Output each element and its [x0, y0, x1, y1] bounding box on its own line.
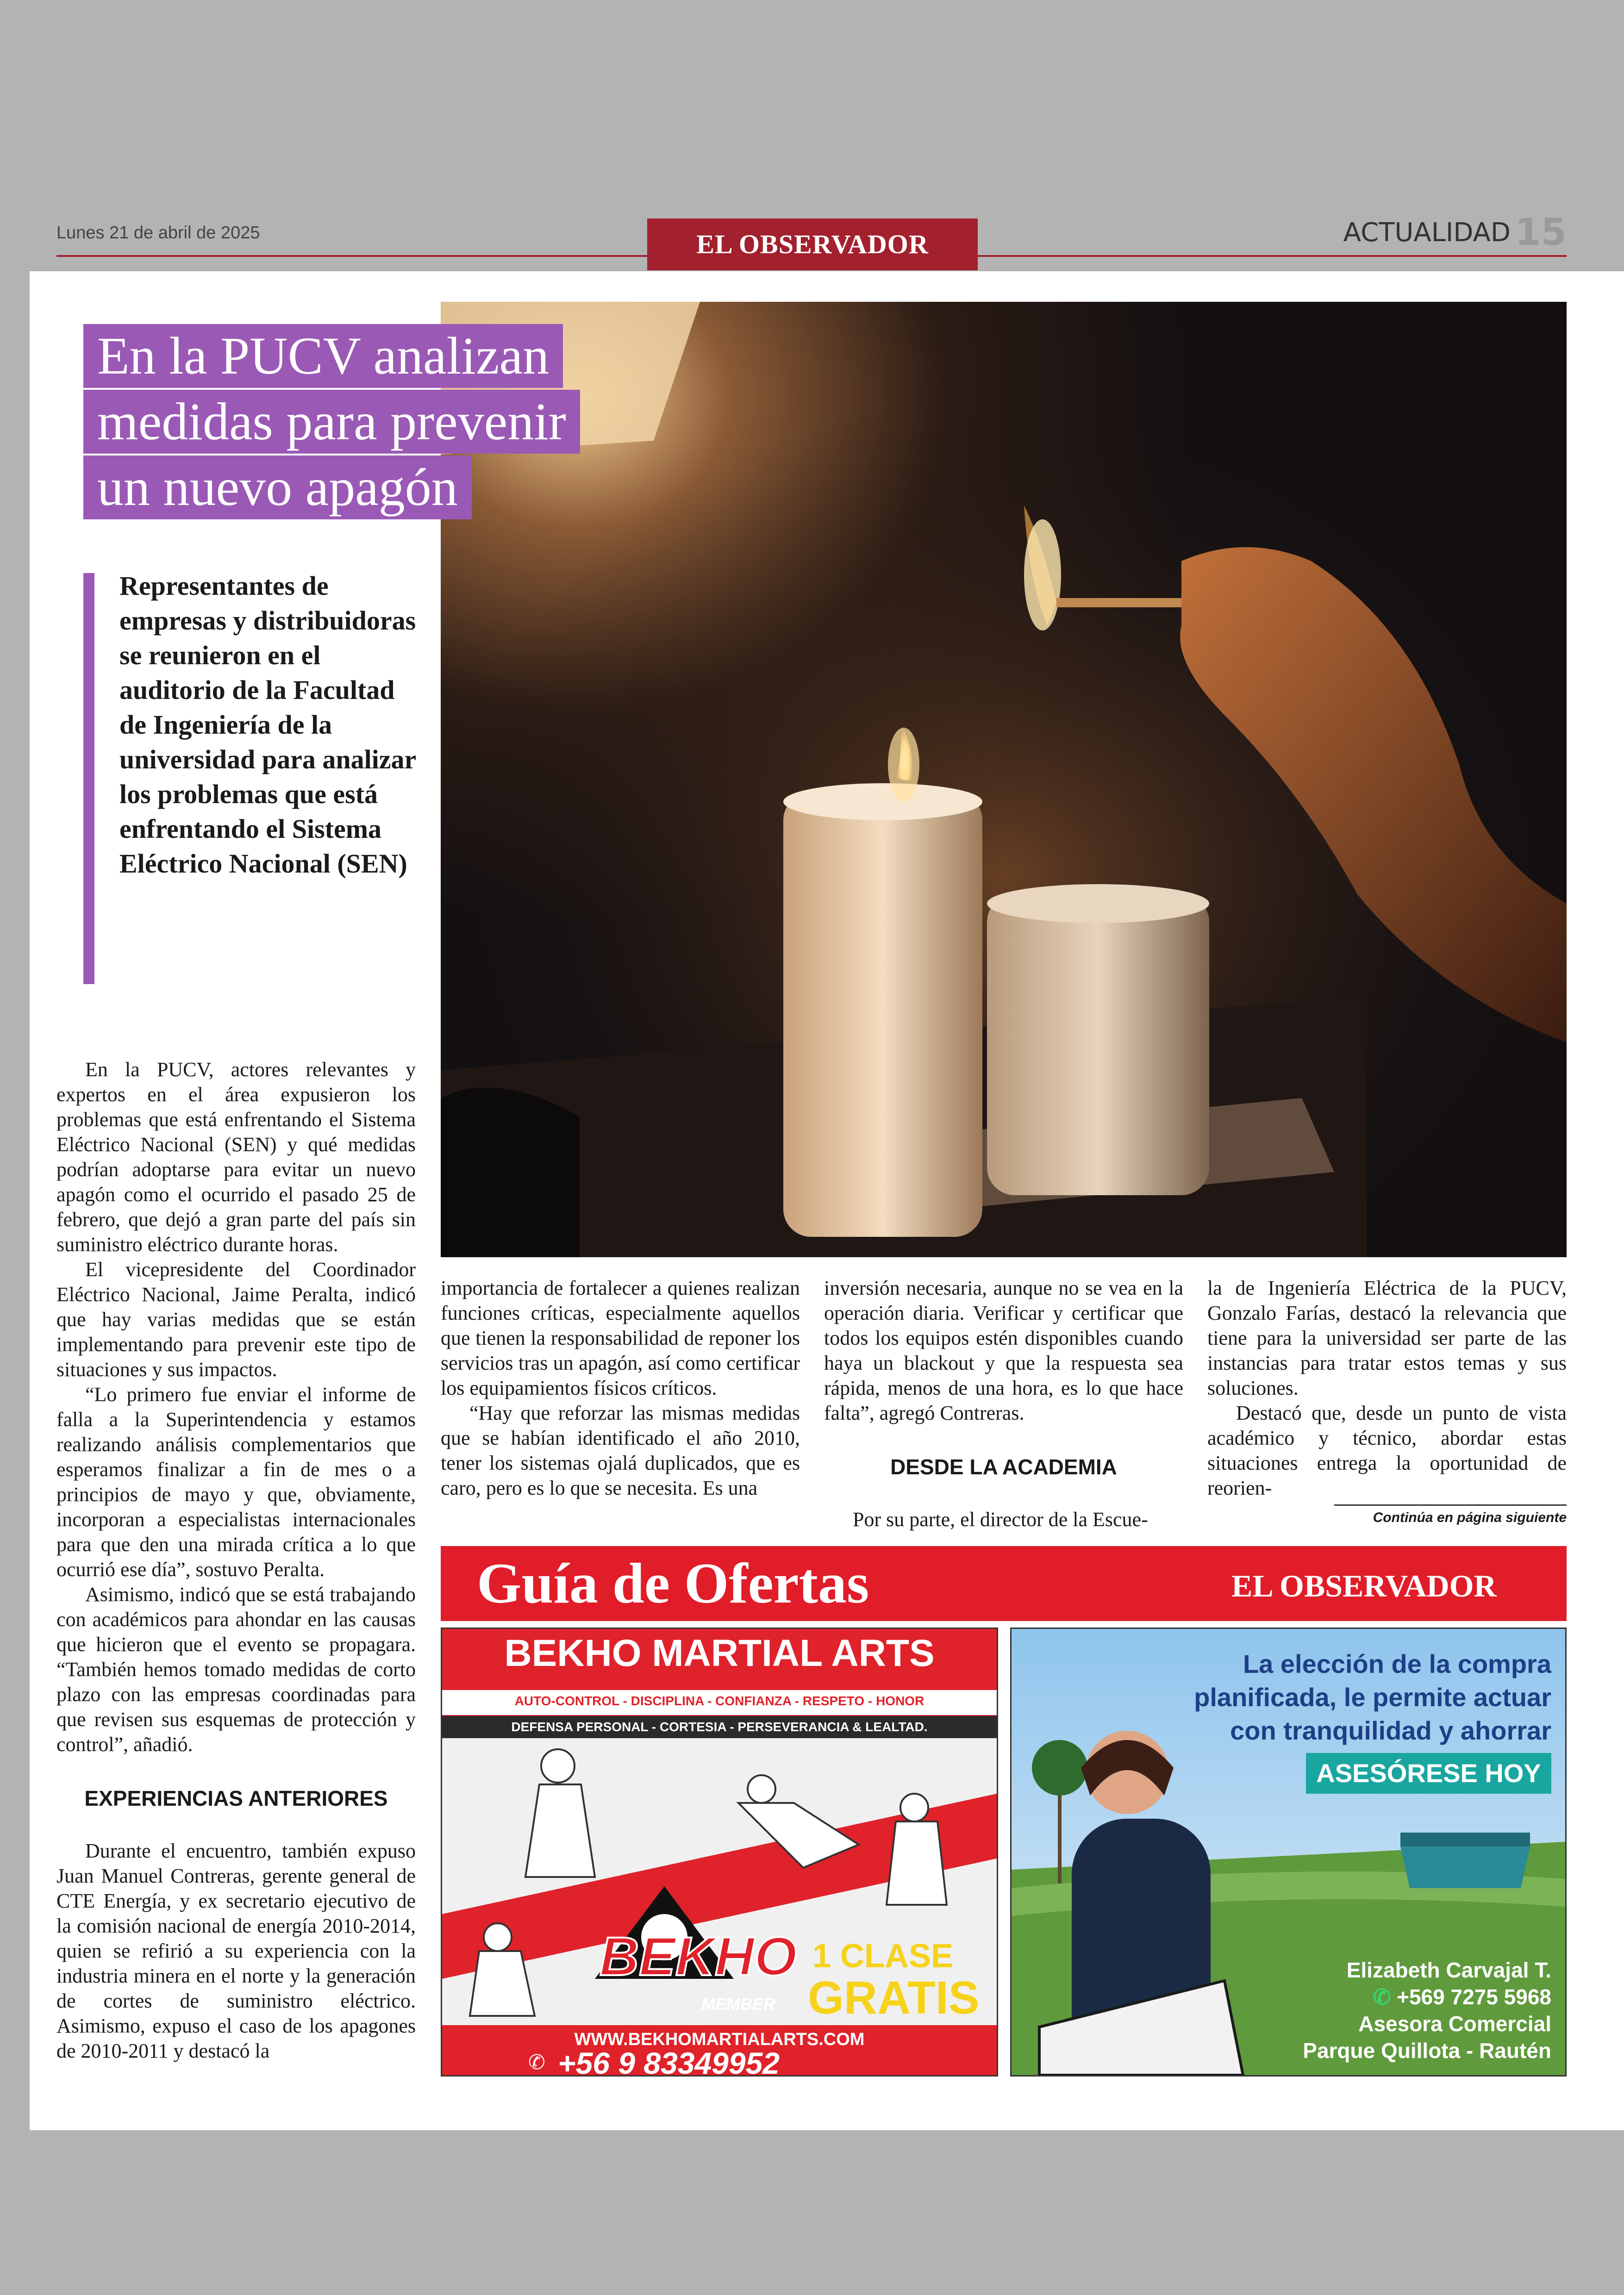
ad2-place: Parque Quillota - Rautén — [1303, 2039, 1551, 2063]
ad1-phone[interactable]: +56 9 83349952 — [558, 2046, 780, 2077]
ad1-promo-line1: 1 CLASE — [812, 1938, 954, 1975]
headline-line-3: un nuevo apagón — [83, 455, 472, 519]
ad1-promo-line2: GRATIS — [808, 1972, 980, 2024]
ad2-contact — [1303, 1957, 1551, 2064]
paragraph: la de Ingeniería Eléctrica de la PUCV, Gonzalo Farías, destacó la relevancia que tiene para la universidad ser parte de las instancias para tratar estos temas y sus soluciones. — [1207, 1277, 1567, 1399]
ad1-values: AUTO-CONTROL - DISCIPLINA - CONFIANZA - RESPETO - HONOR — [514, 1694, 924, 1708]
ad-parque-quillota[interactable] — [1010, 1628, 1567, 2077]
paragraph: “Lo primero fue enviar el informe de falla a la Superintendencia y estamos realizando análisis complementarios que esperamos finalizar a fin de mes o a principios de mayo y que, obviamente, incorporan a especialistas internacionales para que den una mirada crítica a lo que ocurrió ese día”, sostuvo Peralta. — [56, 1383, 416, 1581]
whatsapp-icon: ✆ — [528, 2051, 545, 2074]
headline-line-1: En la PUCV analizan — [83, 324, 563, 388]
whatsapp-icon: ✆ — [1373, 1985, 1397, 2009]
section-name: ACTUALIDAD — [1343, 218, 1511, 248]
ad2-role: Asesora Comercial — [1358, 2012, 1551, 2036]
paragraph: El vicepresidente del Coordinador Eléctrico Nacional, Jaime Peralta, indicó que hay varias medidas que se están implementando para prevenir este tipo de situaciones y sus impactos. — [56, 1258, 416, 1381]
paragraph: inversión necesaria, aunque no se vea en la operación diaria. Verificar y certificar que todos los equipos estén disponibles cuando haya un blackout y que la respuesta sea rápida, menos de una hora, es lo que hace falta”, agregó Contreras. — [824, 1277, 1183, 1424]
page-number: 15 — [1515, 211, 1567, 254]
ad1-member: MEMBER — [701, 1995, 775, 2014]
body-column-3 — [824, 1276, 1183, 1532]
ad1-website[interactable]: WWW.BEKHOMARTIALARTS.COM — [574, 2030, 865, 2049]
offers-brand: EL OBSERVADOR — [1231, 1568, 1497, 1603]
body-column-2 — [441, 1276, 800, 1501]
ad1-name: BEKHO MARTIAL ARTS — [504, 1632, 935, 1674]
ad1-tagline: DEFENSA PERSONAL - CORTESIA - PERSEVERANCIA & LEALTAD. — [511, 1720, 928, 1734]
ad2-headline-line: con tranquilidad y ahorrar — [1230, 1716, 1551, 1745]
headline-line-2: medidas para prevenir — [83, 390, 580, 454]
paragraph: importancia de fortalecer a quienes realizan funciones críticas, especialmente aquellos que tienen la responsabilidad de reponer los servicios tras un apagón, así como certificar los equipamientos físicos críticos. — [441, 1277, 800, 1399]
paragraph: “Hay que reforzar las mismas medidas que se habían identificado el año 2010, tener los sistemas ojalá duplicados, que es caro, pero es lo que se necesita. Es una — [441, 1402, 800, 1499]
paragraph: Por su parte, el director de la Escue- — [853, 1508, 1148, 1531]
ad2-phone-row[interactable] — [1303, 1983, 1551, 2010]
ad2-headline-line: planificada, le permite actuar — [1194, 1683, 1551, 1712]
ad2-contact-name: Elizabeth Carvajal T. — [1346, 1958, 1551, 1982]
offers-title: Guía de Ofertas — [477, 1552, 869, 1615]
body-column-1 — [56, 1057, 416, 2064]
article-deck: Representantes de empresas y distribuidoras se reunieron en el auditorio de la Facultad de Ingeniería de la universidad para analizar los problemas que está enfrentando el Sistema Eléctrico Nacional (SEN) — [119, 571, 416, 879]
issue-date: Lunes 21 de abril de 2025 — [56, 223, 260, 243]
ad2-phone[interactable]: +569 7275 5968 — [1397, 1985, 1551, 2009]
candle-photo — [441, 302, 1567, 1257]
ad1-logo: BEKHO — [600, 1926, 797, 1987]
deck-accent-bar — [83, 573, 94, 984]
paragraph: Durante el encuentro, también expuso Juan Manuel Contreras, gerente general de CTE Energía, y ex secretario ejecutivo de la comisión nacional de energía 2010-2014, quien se refirió a su experiencia con la industria minera en el norte y la generación de cortes de suministro eléctrico. Asimismo, expuso el caso de los apagones de 2010-2011 y destacó la — [56, 1840, 416, 2062]
continued-rule — [1334, 1504, 1567, 1506]
subheading-academia: DESDE LA ACADEMIA — [890, 1455, 1117, 1479]
body-column-4 — [1207, 1276, 1567, 1501]
ad2-headline-line: La elección de la compra — [1243, 1649, 1551, 1678]
ad2-cta[interactable]: ASESÓRESE HOY — [1306, 1753, 1551, 1794]
subheading-experiencias: EXPERIENCIAS ANTERIORES — [84, 1786, 388, 1810]
paragraph: Destacó que, desde un punto de vista académico y técnico, abordar estas situaciones entrega la oportunidad de reorien- — [1207, 1402, 1567, 1499]
continued-note: Continúa en página siguiente — [1373, 1510, 1567, 1525]
masthead: EL OBSERVADOR — [647, 218, 978, 270]
paragraph: Asimismo, indicó que se está trabajando con académicos para ahondar en las causas que hicieron que el evento se propagara. “También hemos tomado medidas de corto plazo con las empresas coordinadas para que revisen sus esquemas de protección y control”, añadió. — [56, 1583, 416, 1756]
ad-bekho[interactable] — [441, 1628, 998, 2077]
ad2-headline — [1194, 1647, 1551, 1747]
paragraph: En la PUCV, actores relevantes y expertos en el área expusieron los problemas que está enfrentando el Sistema Eléctrico Nacional (SEN) y qué medidas podrían adoptarse para evitar un nuevo apagón como el ocurrido el pasado 25 de febrero, que dejó a gran parte del país sin suministro eléctrico durante horas. — [56, 1058, 416, 1256]
